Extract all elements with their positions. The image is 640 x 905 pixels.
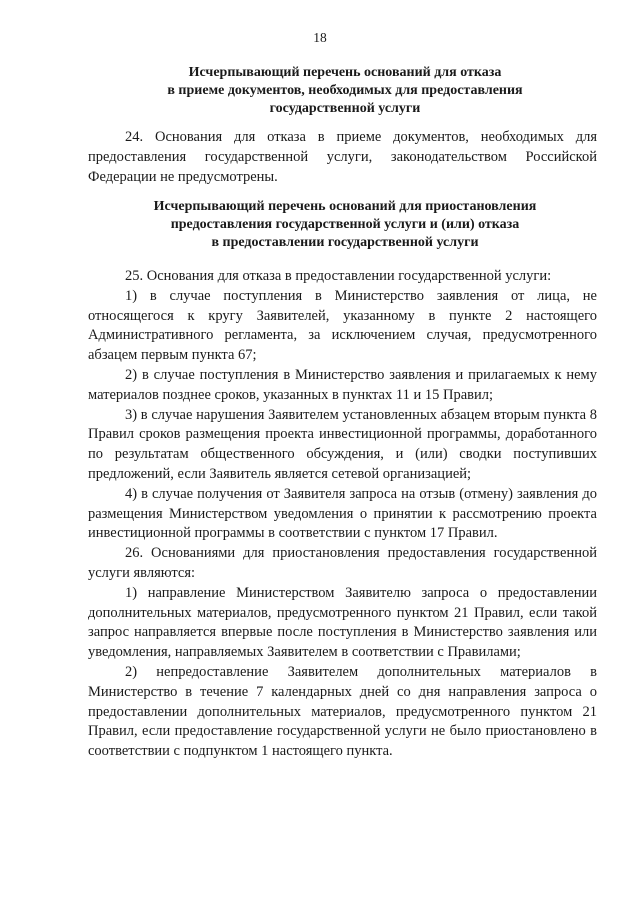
section-body-suspension-or-refusal	[88, 267, 597, 762]
heading-line: в приеме документов, необходимых для предоставления	[167, 83, 523, 98]
paragraph-26-item-1: 1) направление Министерством Заявителю запроса о предоставлении дополнительных материалов, предусмотренного пунктом 21 Правил, если такой запрос направляется впервые после поступления в Министерство заявления или уведомления, направляемых Заявителем в соответствии с Правилами;	[88, 584, 597, 661]
section-body-refusal-to-accept-documents	[88, 128, 597, 187]
paragraph-24: 24. Основания для отказа в приеме документов, необходимых для предоставления государственной услуги, законодательством Российской Федерации не предусмотрены.	[88, 129, 597, 185]
paragraph-25-item-2: 2) в случае поступления в Министерство заявления и прилагаемых к нему материалов позднее сроков, указанных в пунктах 11 и 15 Правил;	[88, 366, 597, 403]
section-heading-refusal-to-accept-documents	[85, 64, 605, 118]
heading-line: государственной услуги	[269, 101, 421, 116]
section-heading-suspension-or-refusal	[85, 198, 605, 252]
heading-line: Исчерпывающий перечень оснований для отказа	[188, 65, 502, 80]
paragraph-25-item-4: 4) в случае получения от Заявителя запроса на отзыв (отмену) заявления до размещения Министерством уведомления о принятии к рассмотрению проекта инвестиционной программы в соответствии с пунктом 17 Правил.	[88, 485, 597, 542]
paragraph-26-item-2: 2) непредоставление Заявителем дополнительных материалов в Министерство в течение 7 календарных дней со дня направления запроса о предоставлении дополнительных материалов, предусмотренного пунктом 21 Правил, если предоставление государственной услуги не было приостановлено в соответствии с подпунктом 1 настоящего пункта.	[88, 663, 597, 760]
heading-line: Исчерпывающий перечень оснований для приостановления	[153, 199, 537, 214]
heading-line: в предоставлении государственной услуги	[211, 235, 479, 250]
heading-line: предоставления государственной услуги и (или) отказа	[170, 217, 520, 232]
paragraph-25-item-1: 1) в случае поступления в Министерство заявления от лица, не относящегося к кругу Заявителей, указанному в пункте 2 настоящего Административного регламента, за исключением случая, предусмотренного абзацем первым пункта 67;	[88, 287, 597, 364]
paragraph-26: 26. Основаниями для приостановления предоставления государственной услуги являются:	[88, 545, 597, 581]
paragraph-25: 25. Основания для отказа в предоставлении государственной услуги:	[125, 268, 552, 284]
paragraph-25-item-3: 3) в случае нарушения Заявителем установленных абзацем вторым пункта 8 Правил сроков размещения проекта инвестиционной программы, доработанного по результатам общественного обсуждения, и (или) сводки поступивших предложений, если Заявитель является сетевой организацией;	[88, 406, 597, 482]
page-number: 18	[313, 30, 327, 45]
